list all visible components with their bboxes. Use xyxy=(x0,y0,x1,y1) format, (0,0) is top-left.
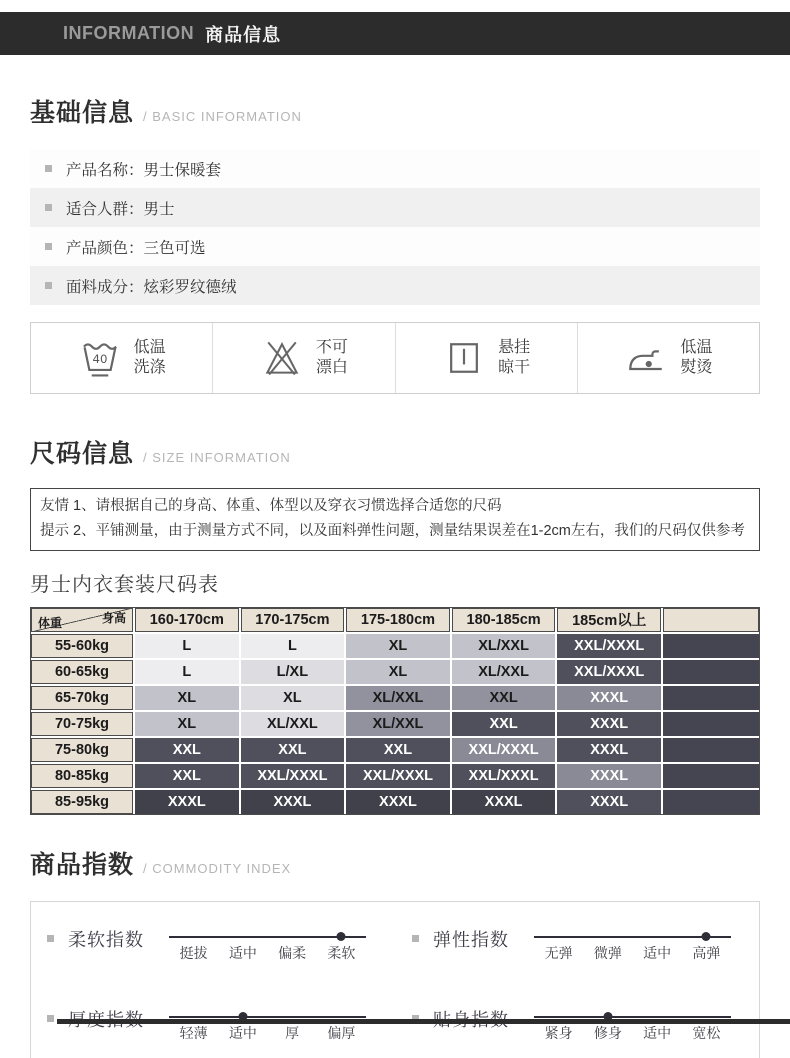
care-cell-dry xyxy=(395,323,577,393)
table-size-cell: XXL xyxy=(135,738,239,762)
table-size-cell: XXXL xyxy=(346,790,450,814)
info-row-text: 产品颜色：三色可选 xyxy=(66,239,206,257)
table-size-cell: XL xyxy=(135,712,239,736)
hang-dry-icon xyxy=(442,336,486,380)
index-level-label: 厚 xyxy=(285,1024,300,1041)
table-header-cell: 180-185cm xyxy=(452,608,556,632)
table-weight-cell: 60-65kg xyxy=(31,660,133,684)
index-item xyxy=(47,1006,366,1058)
table-weight-cell: 55-60kg xyxy=(31,634,133,658)
table-size-cell: XL/XXL xyxy=(346,712,450,736)
size-info-title-zh: 尺码信息 xyxy=(30,440,135,468)
care-label-line: 悬挂 xyxy=(498,339,531,356)
table-header-cell: 160-170cm xyxy=(135,608,239,632)
table-header-cell: 185cm以上 xyxy=(557,608,661,632)
index-name-label: 柔软指数 xyxy=(68,929,144,950)
index-level-label: 适中 xyxy=(643,944,672,961)
square-bullet-icon xyxy=(45,282,52,289)
care-label-wash xyxy=(134,338,166,378)
care-label-line: 洗涤 xyxy=(133,359,166,376)
index-slider xyxy=(169,926,366,963)
section-header-bar xyxy=(0,12,790,55)
table-empty-cell xyxy=(663,738,759,762)
table-size-cell: XXL/XXXL xyxy=(452,764,556,788)
info-row-text: 面料成分：炫彩罗纹德绒 xyxy=(66,278,237,296)
svg-text:40: 40 xyxy=(92,351,108,366)
table-header-cell: 170-175cm xyxy=(241,608,345,632)
size-table-title: 男士内衣套装尺码表 xyxy=(30,573,219,596)
index-level-labels xyxy=(534,1023,731,1043)
header-title-zh: 商品信息 xyxy=(205,24,282,45)
table-empty-cell xyxy=(663,712,759,736)
size-notice-box xyxy=(30,488,760,551)
page-content xyxy=(0,93,790,1058)
index-level-label: 紧身 xyxy=(544,1024,573,1041)
no-bleach-icon xyxy=(260,336,304,380)
index-slider-dot xyxy=(337,932,346,941)
table-empty-cell xyxy=(663,634,759,658)
index-level-label: 微弹 xyxy=(593,944,622,961)
basic-info-title-zh: 基础信息 xyxy=(30,99,135,127)
index-level-label: 偏厚 xyxy=(327,1024,356,1041)
index-level-labels xyxy=(169,943,366,963)
table-header-cell xyxy=(663,608,759,632)
table-size-cell: XXXL xyxy=(557,686,661,710)
square-bullet-icon xyxy=(412,935,419,942)
square-bullet-icon xyxy=(47,935,54,942)
care-cell-bleach xyxy=(212,323,394,393)
care-label-line: 低温 xyxy=(680,339,713,356)
info-row-text: 产品名称：男士保暖套 xyxy=(66,161,222,179)
table-header-cell: 175-180cm xyxy=(346,608,450,632)
care-label-line: 晾干 xyxy=(498,359,531,376)
basic-info-heading xyxy=(30,93,760,129)
care-label-line: 漂白 xyxy=(315,359,348,376)
table-size-cell: XXL xyxy=(452,712,556,736)
index-level-labels xyxy=(534,943,731,963)
table-size-cell: XL xyxy=(135,686,239,710)
corner-height-label: 身高 xyxy=(101,610,126,625)
next-section-bar xyxy=(57,1019,790,1024)
table-size-cell: L xyxy=(135,634,239,658)
basic-info-rows xyxy=(30,149,760,305)
care-label-iron xyxy=(680,338,712,378)
table-size-cell: L/XL xyxy=(241,660,345,684)
table-corner-cell xyxy=(31,608,133,632)
index-slider xyxy=(534,1006,731,1043)
table-size-cell: XXL xyxy=(452,686,556,710)
size-notice-line-1: 友情 1、请根据自己的身高、体重、体型以及穿衣习惯选择合适您的尺码 xyxy=(40,498,502,514)
index-slider-track xyxy=(534,1016,731,1018)
index-level-label: 柔软 xyxy=(327,944,356,961)
wash-low-temp-icon xyxy=(78,336,122,380)
index-slider xyxy=(169,1006,366,1043)
table-size-cell: XXL/XXXL xyxy=(346,764,450,788)
index-level-label: 宽松 xyxy=(692,1024,721,1041)
index-level-label: 挺拔 xyxy=(179,944,208,961)
index-item xyxy=(412,1006,731,1058)
table-size-cell: XL/XXL xyxy=(452,660,556,684)
table-empty-cell xyxy=(663,790,759,814)
corner-weight-label: 体重 xyxy=(38,615,63,630)
info-row-text: 适合人群：男士 xyxy=(66,200,175,218)
care-label-bleach xyxy=(316,338,348,378)
square-bullet-icon xyxy=(47,1015,54,1022)
table-size-cell: XXXL xyxy=(557,738,661,762)
size-notice-line-2: 提示 2、平铺测量，由于测量方式不同，以及面料弹性问题，测量结果误差在1-2cm左右，我们的尺码仅供参考 xyxy=(40,523,745,540)
index-slider-dot xyxy=(702,932,711,941)
index-level-label: 适中 xyxy=(228,944,257,961)
index-level-label: 高弹 xyxy=(692,944,721,961)
index-item xyxy=(412,926,731,978)
info-row xyxy=(30,227,760,266)
care-label-line: 不可 xyxy=(315,339,348,356)
basic-info-title-en: / BASIC INFORMATION xyxy=(143,109,302,124)
table-size-cell: XXL xyxy=(241,738,345,762)
index-level-label: 适中 xyxy=(228,1024,257,1041)
index-level-label: 修身 xyxy=(593,1024,622,1041)
table-size-cell: XXXL xyxy=(557,790,661,814)
index-name-label: 弹性指数 xyxy=(433,929,509,950)
table-size-cell: XXXL xyxy=(241,790,345,814)
table-size-cell: XXL/XXXL xyxy=(557,660,661,684)
table-weight-cell: 80-85kg xyxy=(31,764,133,788)
commodity-index-heading xyxy=(30,845,760,881)
table-empty-cell xyxy=(663,660,759,684)
table-weight-cell: 70-75kg xyxy=(31,712,133,736)
table-weight-cell: 85-95kg xyxy=(31,790,133,814)
info-row xyxy=(30,188,760,227)
table-size-cell: XXL xyxy=(135,764,239,788)
table-size-cell: L xyxy=(241,634,345,658)
info-row xyxy=(30,266,760,305)
commodity-index-title-en: / COMMODITY INDEX xyxy=(143,860,292,876)
size-table xyxy=(30,607,760,815)
table-size-cell: XXL/XXXL xyxy=(241,764,345,788)
index-level-label: 偏柔 xyxy=(278,944,307,961)
info-row xyxy=(30,149,760,188)
table-size-cell: XXXL xyxy=(557,712,661,736)
index-slider-track xyxy=(169,936,366,938)
index-level-labels xyxy=(169,1023,366,1043)
index-level-label: 适中 xyxy=(643,1024,672,1041)
table-weight-cell: 75-80kg xyxy=(31,738,133,762)
care-cell-iron xyxy=(577,323,759,393)
square-bullet-icon xyxy=(45,243,52,250)
index-name xyxy=(412,926,534,952)
table-size-cell: XL/XXL xyxy=(241,712,345,736)
index-level-label: 无弹 xyxy=(544,944,573,961)
table-size-cell: XL xyxy=(346,660,450,684)
index-slider-track xyxy=(169,1016,366,1018)
index-name xyxy=(47,926,169,952)
iron-low-temp-icon xyxy=(624,336,668,380)
table-size-cell: XXL/XXXL xyxy=(557,634,661,658)
table-weight-cell: 65-70kg xyxy=(31,686,133,710)
commodity-index-title-zh: 商品指数 xyxy=(30,850,135,879)
care-instructions-box xyxy=(30,322,760,394)
commodity-index-box xyxy=(30,901,760,1058)
table-size-cell: XL xyxy=(346,634,450,658)
size-info-heading xyxy=(30,434,760,470)
table-size-cell: XXXL xyxy=(557,764,661,788)
index-level-label: 轻薄 xyxy=(179,1024,208,1041)
table-size-cell: XXL/XXXL xyxy=(452,738,556,762)
table-empty-cell xyxy=(663,764,759,788)
table-size-cell: XL/XXL xyxy=(346,686,450,710)
header-title-en: INFORMATION xyxy=(63,23,195,43)
square-bullet-icon xyxy=(45,165,52,172)
table-size-cell: XXL xyxy=(346,738,450,762)
square-bullet-icon xyxy=(45,204,52,211)
size-info-title-en: / SIZE INFORMATION xyxy=(143,450,291,465)
index-slider-track xyxy=(534,936,731,938)
care-label-line: 低温 xyxy=(133,339,166,356)
care-label-dry xyxy=(498,338,530,378)
index-item xyxy=(47,926,366,978)
care-cell-wash xyxy=(31,323,212,393)
care-label-line: 熨烫 xyxy=(680,359,713,376)
table-size-cell: L xyxy=(135,660,239,684)
index-slider xyxy=(534,926,731,963)
table-size-cell: XL xyxy=(241,686,345,710)
table-size-cell: XXXL xyxy=(135,790,239,814)
table-empty-cell xyxy=(663,686,759,710)
table-size-cell: XXXL xyxy=(452,790,556,814)
table-size-cell: XL/XXL xyxy=(452,634,556,658)
